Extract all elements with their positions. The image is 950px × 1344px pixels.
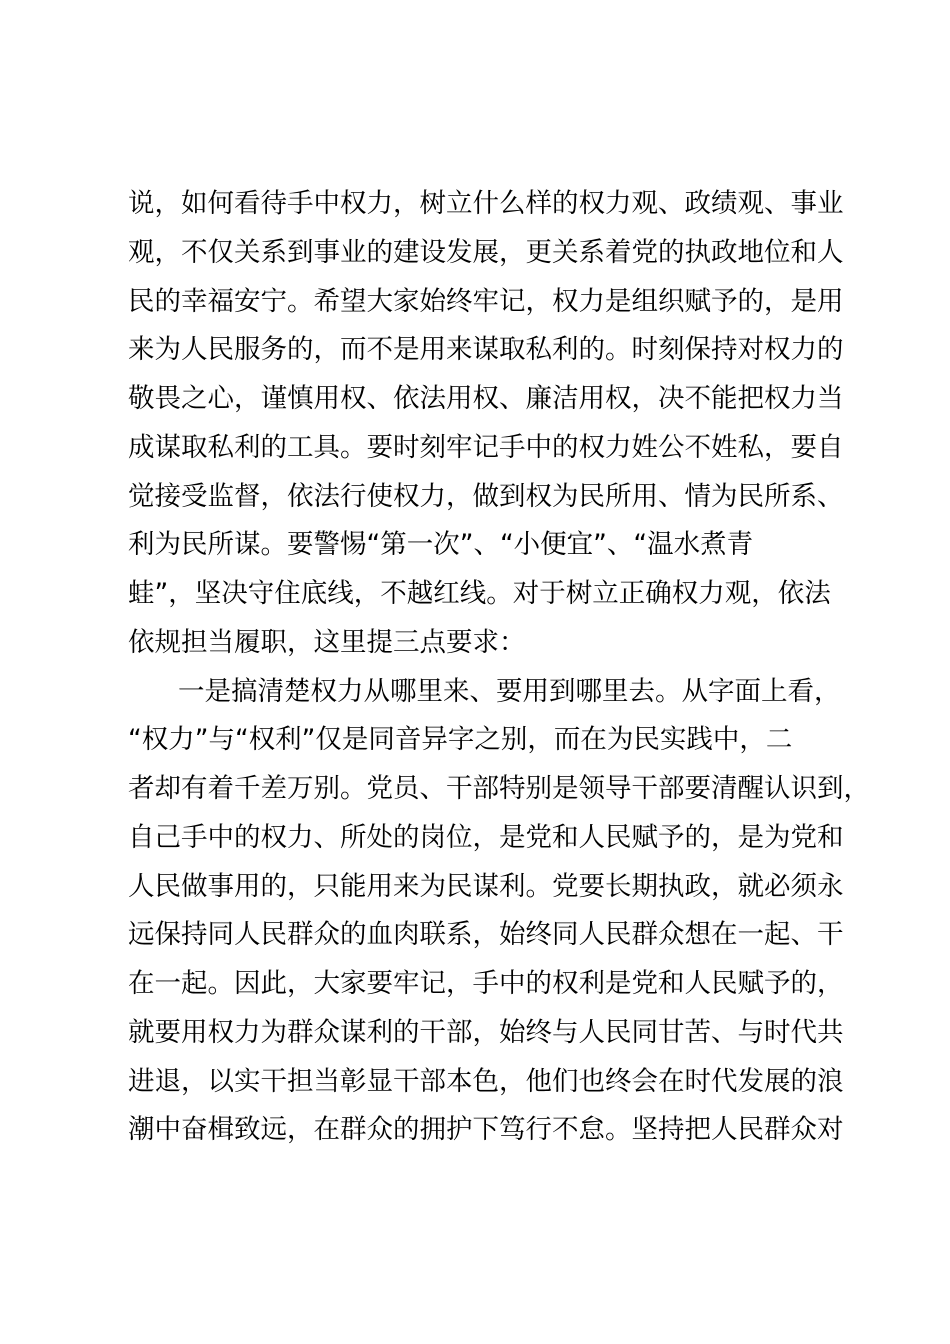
text-line: “权力”与“权利”仅是同音异字之别，而在为民实践中，二	[128, 724, 793, 756]
text-line: 在一起。因此，大家要牢记，手中的权利是党和人民赋予的，	[128, 968, 844, 999]
text-line: 观，不仅关系到事业的建设发展，更关系着党的执政地位和人	[128, 236, 844, 268]
text-line: 觉接受监督，依法行使权力，做到权为民所用、情为民所系、	[128, 480, 844, 512]
text-line: 潮中奋楫致远，在群众的拥护下笃行不怠。坚持把人民群众对	[128, 1114, 844, 1146]
text-line: 成谋取私利的工具。要时刻牢记手中的权力姓公不姓私，要自	[128, 431, 844, 463]
paragraph-first-line: 一是搞清楚权力从哪里来、要用到哪里去。从字面上看，	[178, 675, 841, 707]
text-line: 利为民所谋。要警惕“第一次”、“小便宜”、“温水煮青	[128, 529, 754, 561]
text-line: 说，如何看待手中权力，树立什么样的权力观、政绩观、事业	[128, 188, 844, 219]
text-line: 自己手中的权力、所处的岗位，是党和人民赋予的，是为党和	[128, 821, 844, 853]
text-line: 就要用权力为群众谋利的干部，始终与人民同甘苦、与时代共	[128, 1016, 844, 1048]
text-line: 蛙”，坚决守住底线，不越红线。对于树立正确权力观，依法	[128, 578, 831, 609]
text-line: 进退，以实干担当彰显干部本色，他们也终会在时代发展的浪	[128, 1065, 844, 1097]
text-line: 民的幸福安宁。希望大家始终牢记，权力是组织赋予的，是用	[128, 285, 844, 317]
text-line: 依规担当履职，这里提三点要求：	[128, 626, 526, 658]
text-line: 人民做事用的，只能用来为民谋利。党要长期执政，就必须永	[128, 870, 844, 902]
body-text	[128, 180, 870, 1155]
text-line: 远保持同人民群众的血肉联系，始终同人民群众想在一起、干	[128, 919, 844, 951]
text-line: 来为人民服务的，而不是用来谋取私利的。时刻保持对权力的	[128, 334, 844, 366]
text-line: 敬畏之心，谨慎用权、依法用权、廉洁用权，决不能把权力当	[128, 383, 844, 414]
text-line: 者却有着千差万别。党员、干部特别是领导干部要清醒认识到，	[128, 773, 870, 804]
